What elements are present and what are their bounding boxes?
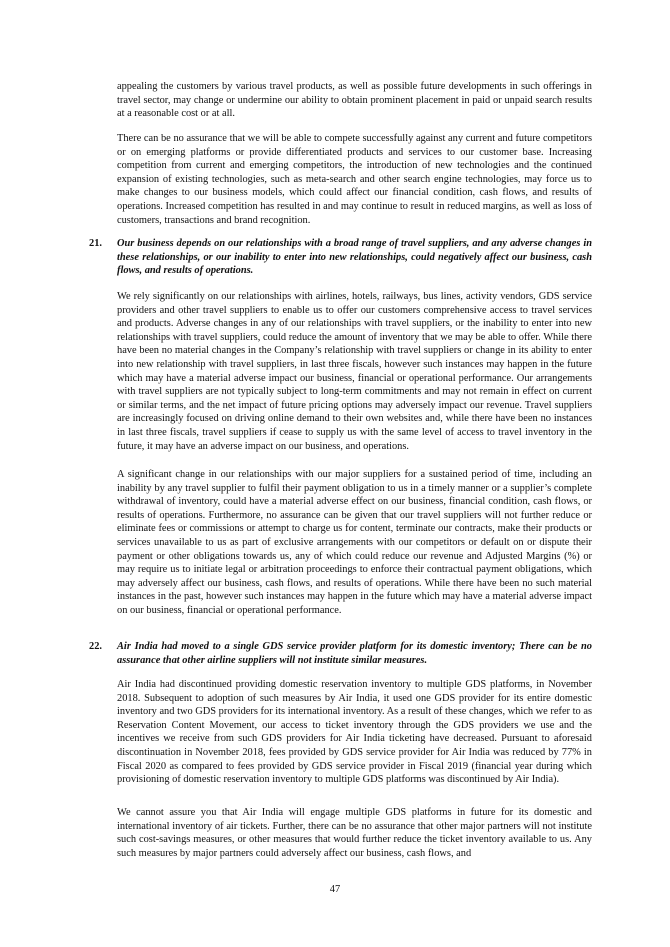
paragraph-major-suppliers: A significant change in our relationships with our major suppliers for a sustained period of time, including an inability by any travel supplier to fulfil their payment obligation to us in a timely manner or a supplier’s complete withdrawal of inventory, could have a material adverse effect on our business, financial condition, cash flows, or results of operations. Furthermore, no assurance can be given that our travel suppliers will not further reduce or eliminate fees or commissions or attempt to charge us for content, terminate our contracts, make their products or services unavailable to us as part of exclusive arrangements with our competitors or default on or dispute their payment or other obligations towards us, any of which could reduce our revenue and Adjusted Margins (%) or may require us to initiate legal or arbitration proceedings to enforce their contractual payment obligations, which may adversely affect our business, cash flows, and results of operations. While there have been no such material instances in the past, however such instances may happen in the future which may have a material adverse impact on our business, financial or operational performance. (117, 469, 592, 616)
risk-factor-21-heading: Our business depends on our relationships with a broad range of travel suppliers, and any adverse changes in these relationships, or our inability to enter into new relationships, could negatively affect our business, cash flows, and results of operations. (117, 238, 592, 277)
risk-factor-22-number: 22. (89, 641, 102, 652)
risk-factor-21-number: 21. (89, 238, 102, 249)
page-number: 47 (329, 884, 341, 895)
paragraph-gds-assurance: We cannot assure you that Air India will engage multiple GDS platforms in future for its domestic and international inventory of air tickets. Further, there can be no assurance that other major partners will not institute such cost-savings measures, or other measures that would further reduce the ticket inventory available to us. Any such measures by major partners could adversely affect our business, cash flows, and (117, 807, 592, 859)
risk-factor-22-heading: Air India had moved to a single GDS service provider platform for its domestic inventory; There can be no assurance that other airline suppliers will not institute similar measures. (117, 641, 592, 666)
paragraph-supplier-relationships: We rely significantly on our relationships with airlines, hotels, railways, bus lines, activity vendors, GDS service providers and other travel suppliers to enable us to offer our customers comprehensive access to travel services and products. Adverse changes in any of our relationships with travel suppliers, or the inability to enter into new relationships with travel suppliers, could reduce the amount of inventory that we may be able to offer. While there have been no material changes in the Company’s relationship with travel suppliers or change in its ability to enter into new relationship with travel suppliers, in last three fiscals, however such instances may happen in the future which may have a material adverse impact our business, financial or operational performance. Our arrangements with travel suppliers are not typically subject to long-term commitments and may not remain in effect on current or similar terms, and the net impact of future pricing options may adversely impact our revenue. Travel suppliers are increasingly focused on driving online demand to their own websites and, while there have been no instances in last three fiscals, travel suppliers if cease to supply us with the same level of access to travel inventory in the future, it may have an adverse impact on our business, and operations. (117, 291, 592, 452)
paragraph-search-placement: appealing the customers by various travel products, as well as possible future developments in such offerings in travel sector, may change or undermine our ability to obtain prominent placement in paid or unpaid search results at a reasonable cost or at all. (117, 81, 592, 120)
paragraph-air-india-gds: Air India had discontinued providing domestic reservation inventory to multiple GDS platforms, in November 2018. Subsequent to adoption of such measures by Air India, it used one GDS provider for its entire domestic inventory and two GDS providers for its international inventory. As a result of these changes, which we refer to as Reservation Content Movement, our access to ticket inventory through the GDS providers we use and the incentives we receive from such GDS providers for Air India ticketing have decreased. Pursuant to aforesaid discontinuation in November 2018, fees provided by GDS service provider for Air India was reduced by 77% in Fiscal 2020 as compared to fees provided by GDS service provider in Fiscal 2019 (financial year during which provisioning of domestic reservation inventory to multiple GDS platforms was discontinued by Air India). (117, 679, 592, 786)
paragraph-competition: There can be no assurance that we will be able to compete successfully against any current and future competitors or on emerging platforms or provide differentiated products and services to our customer base. Increasing competition from current and emerging competitors, the introduction of new technologies and the continued expansion of existing technologies, such as meta-search and other search engine technologies, may force us to make changes to our business models, which could affect our financial condition, cash flows, and results of operations. Increased competition has resulted in and may continue to result in reduced margins, as well as loss of customers, transactions and brand recognition. (117, 133, 592, 226)
